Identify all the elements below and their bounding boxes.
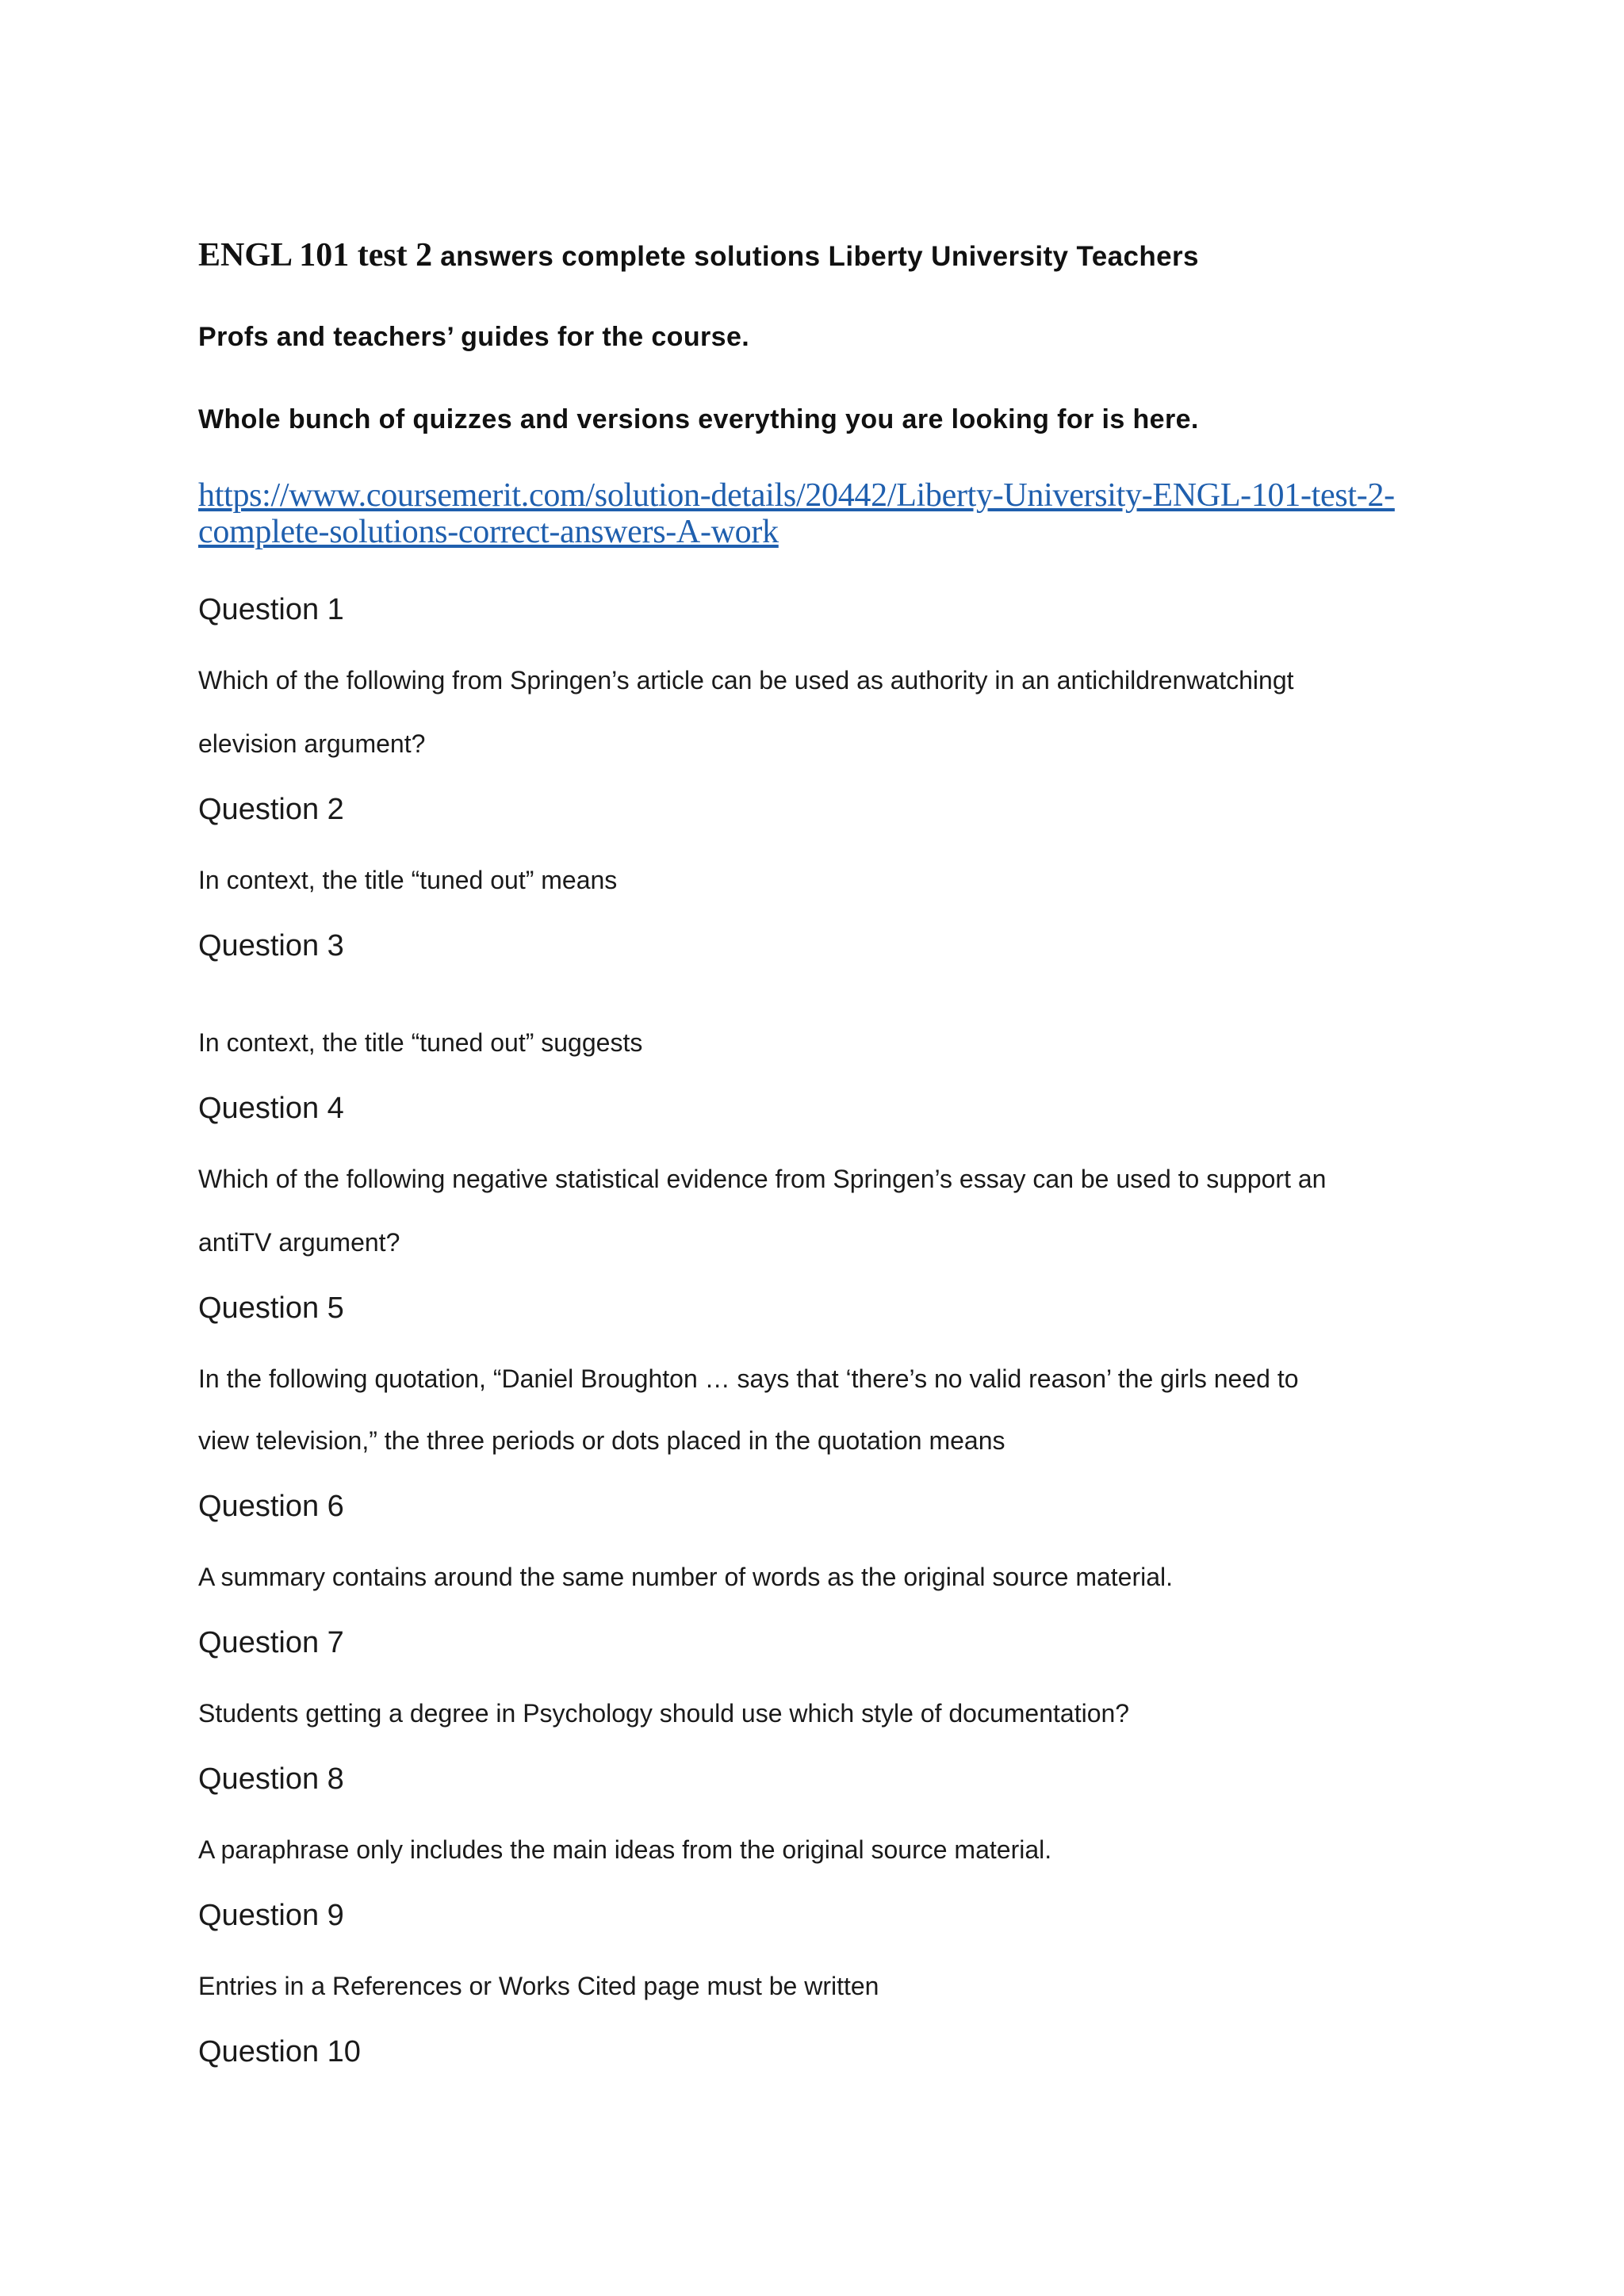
solution-link-line-1[interactable]: https://www.coursemerit.com/solution-details/20442/Liberty-University-ENGL-101-test-2- [198,477,1395,514]
question-9-text-line-1: Entries in a References or Works Cited page must be written [198,1972,879,2000]
document-title [198,236,1435,274]
question-1-text-line-1: Which of the following from Springen’s article can be used as authority in an antichildrenwatchingt [198,666,1294,695]
question-3-heading: Question 3 [198,929,344,962]
question-5-text-line-1: In the following quotation, “Daniel Broughton … says that ‘there’s no valid reason’ the girls need to [198,1364,1299,1393]
question-5-text-line-2: view television,” the three periods or dots placed in the quotation means [198,1426,1005,1455]
question-9-heading: Question 9 [198,1899,344,1932]
question-7-text-line-1: Students getting a degree in Psychology should use which style of documentation? [198,1699,1130,1728]
question-2-heading: Question 2 [198,793,344,826]
question-10-heading: Question 10 [198,2035,361,2068]
question-8-heading: Question 8 [198,1762,344,1796]
solution-link[interactable] [198,477,1451,550]
document-title-course: ENGL 101 test 2 [198,237,433,274]
question-3-text-line-1: In context, the title “tuned out” suggests [198,1028,643,1057]
document-title-rest: answers complete solutions Liberty University Teachers [432,241,1199,272]
subtitle-line-2: Whole bunch of quizzes and versions everything you are looking for is here. [198,404,1199,434]
question-4-text-line-1: Which of the following negative statistical evidence from Springen’s essay can be used to support an [198,1165,1327,1193]
question-4-heading: Question 4 [198,1092,344,1125]
question-2-text-line-1: In context, the title “tuned out” means [198,866,618,894]
question-7-heading: Question 7 [198,1626,344,1659]
question-8-text-line-1: A paraphrase only includes the main ideas from the original source material. [198,1835,1052,1864]
question-1-heading: Question 1 [198,593,344,626]
subtitle-line-1: Profs and teachers’ guides for the course. [198,322,750,352]
question-1-text-line-2: elevision argument? [198,729,426,758]
solution-link-line-2[interactable]: complete-solutions-correct-answers-A-work [198,514,779,550]
question-4-text-line-2: antiTV argument? [198,1228,400,1257]
question-6-heading: Question 6 [198,1490,344,1523]
question-6-text-line-1: A summary contains around the same number of words as the original source material. [198,1563,1174,1591]
question-5-heading: Question 5 [198,1292,344,1325]
